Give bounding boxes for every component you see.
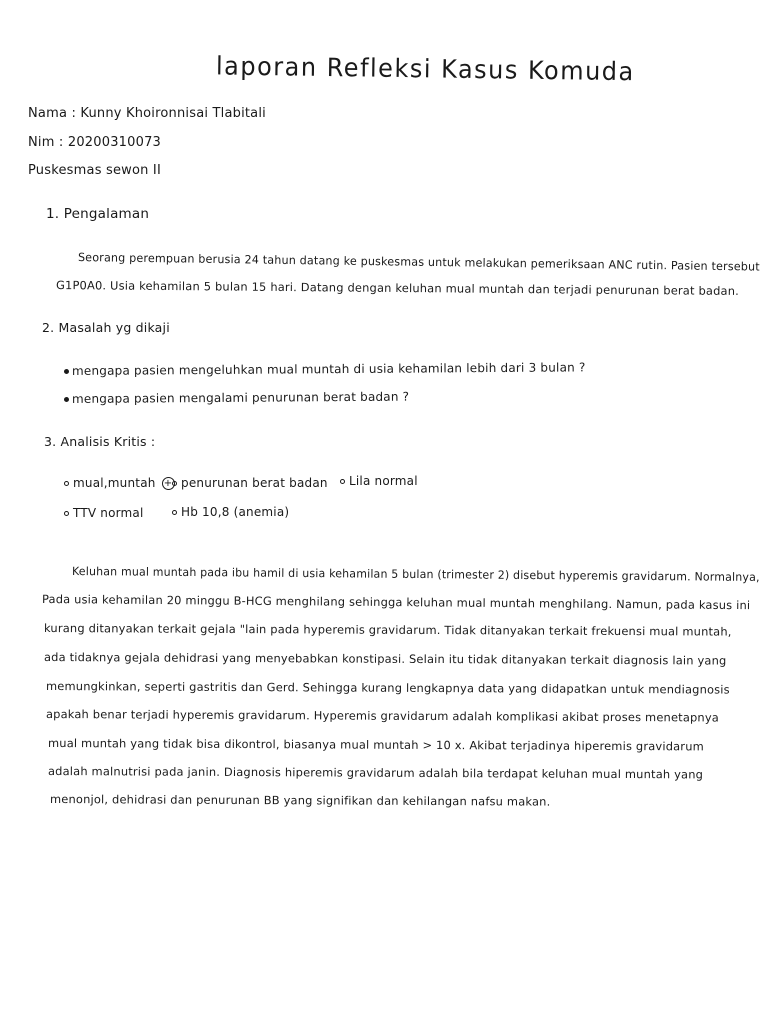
problem-item-2 [64,390,409,406]
experience-line-2: G1P0A0. Usia kehamilan 5 bulan 15 hari. Datang dengan keluhan mual muntah dan terjadi penurunan berat badan. [55,278,740,298]
paragraph-line-1: Keluhan mual muntah pada ibu hamil di usia kehamilan 5 bulan (trimester 2) disebut hyperemis gravidarum. Normalnya, [71,564,760,585]
finding-ttv [64,506,144,520]
paragraph-line-7: mual muntah yang tidak bisa dikontrol, biasanya mual muntah > 10 x. Akibat terjadinya hiperemis gravidarum [47,736,704,754]
paragraph-line-3: kurang ditanyakan terkait gejala "lain pada hyperemis gravidarum. Tidak ditanyakan terkait frekuensi mual muntah, [43,621,732,639]
paragraph-line-4: ada tidaknya gejala dehidrasi yang menyebabkan konstipasi. Selain itu tidak ditanyakan terkait diagnosis lain yang [43,650,727,668]
finding-hb [172,505,289,519]
paragraph-line-2: Pada usia kehamilan 20 minggu B-HCG menghilang sehingga keluhan mual muntah menghilang. Namun, pada kasus ini [41,592,751,613]
paragraph-line-5: memungkinkan, seperti gastritis dan Gerd. Sehingga kurang lengkapnya data yang didapatkan untuk mendiagnosis [45,679,730,697]
problem-item-text: mengapa pasien mengalami penurunan berat badan ? [71,389,410,406]
paragraph-line-8: adalah malnutrisi pada janin. Diagnosis hiperemis gravidarum adalah bila terdapat keluhan mual muntah yang [47,764,704,782]
bullet-icon [64,369,69,374]
paragraph-line-6: apakah benar terjadi hyperemis gravidarum. Hyperemis gravidarum adalah komplikasi akibat proses menetapnya [45,707,720,725]
puskesmas-line: Puskesmas sewon II [28,163,161,178]
paragraph-line-9: menonjol, dehidrasi dan penurunan BB yang signifikan dan kehilangan nafsu makan. [49,792,551,809]
bullet-ring-icon [340,479,345,484]
finding-penurunan-bb [172,476,328,490]
bullet-ring-icon [64,511,69,516]
experience-line-1: Seorang perempuan berusia 24 tahun datang ke puskesmas untuk melakukan pemeriksaan ANC rutin. Pasien tersebut [77,250,760,274]
finding-text: penurunan berat badan [181,476,328,490]
finding-text: Lila normal [349,474,418,488]
page-title: laporan Refleksi Kasus Komuda [215,51,635,87]
section-heading-analisis: 3. Analisis Kritis : [44,434,156,449]
bullet-ring-icon [64,481,69,486]
name-line: Nama : Kunny Khoironnisai Tlabitali [28,106,266,121]
finding-text: TTV normal [73,506,144,520]
finding-text: mual,muntah [73,476,156,490]
problem-item-text: mengapa pasien mengeluhkan mual muntah di usia kehamilan lebih dari 3 bulan ? [71,360,586,378]
bullet-ring-icon [172,481,177,486]
problem-item-1 [64,360,586,378]
section-heading-masalah: 2. Masalah yg dikaji [42,320,170,335]
bullet-ring-icon [172,510,177,515]
section-heading-pengalaman: 1. Pengalaman [46,206,150,222]
finding-lila [340,474,418,488]
nim-line: Nim : 20200310073 [28,135,162,150]
finding-text: Hb 10,8 (anemia) [181,505,290,519]
bullet-icon [64,397,69,402]
positive-circle-icon: + [162,477,175,490]
finding-mual-muntah [64,476,175,490]
